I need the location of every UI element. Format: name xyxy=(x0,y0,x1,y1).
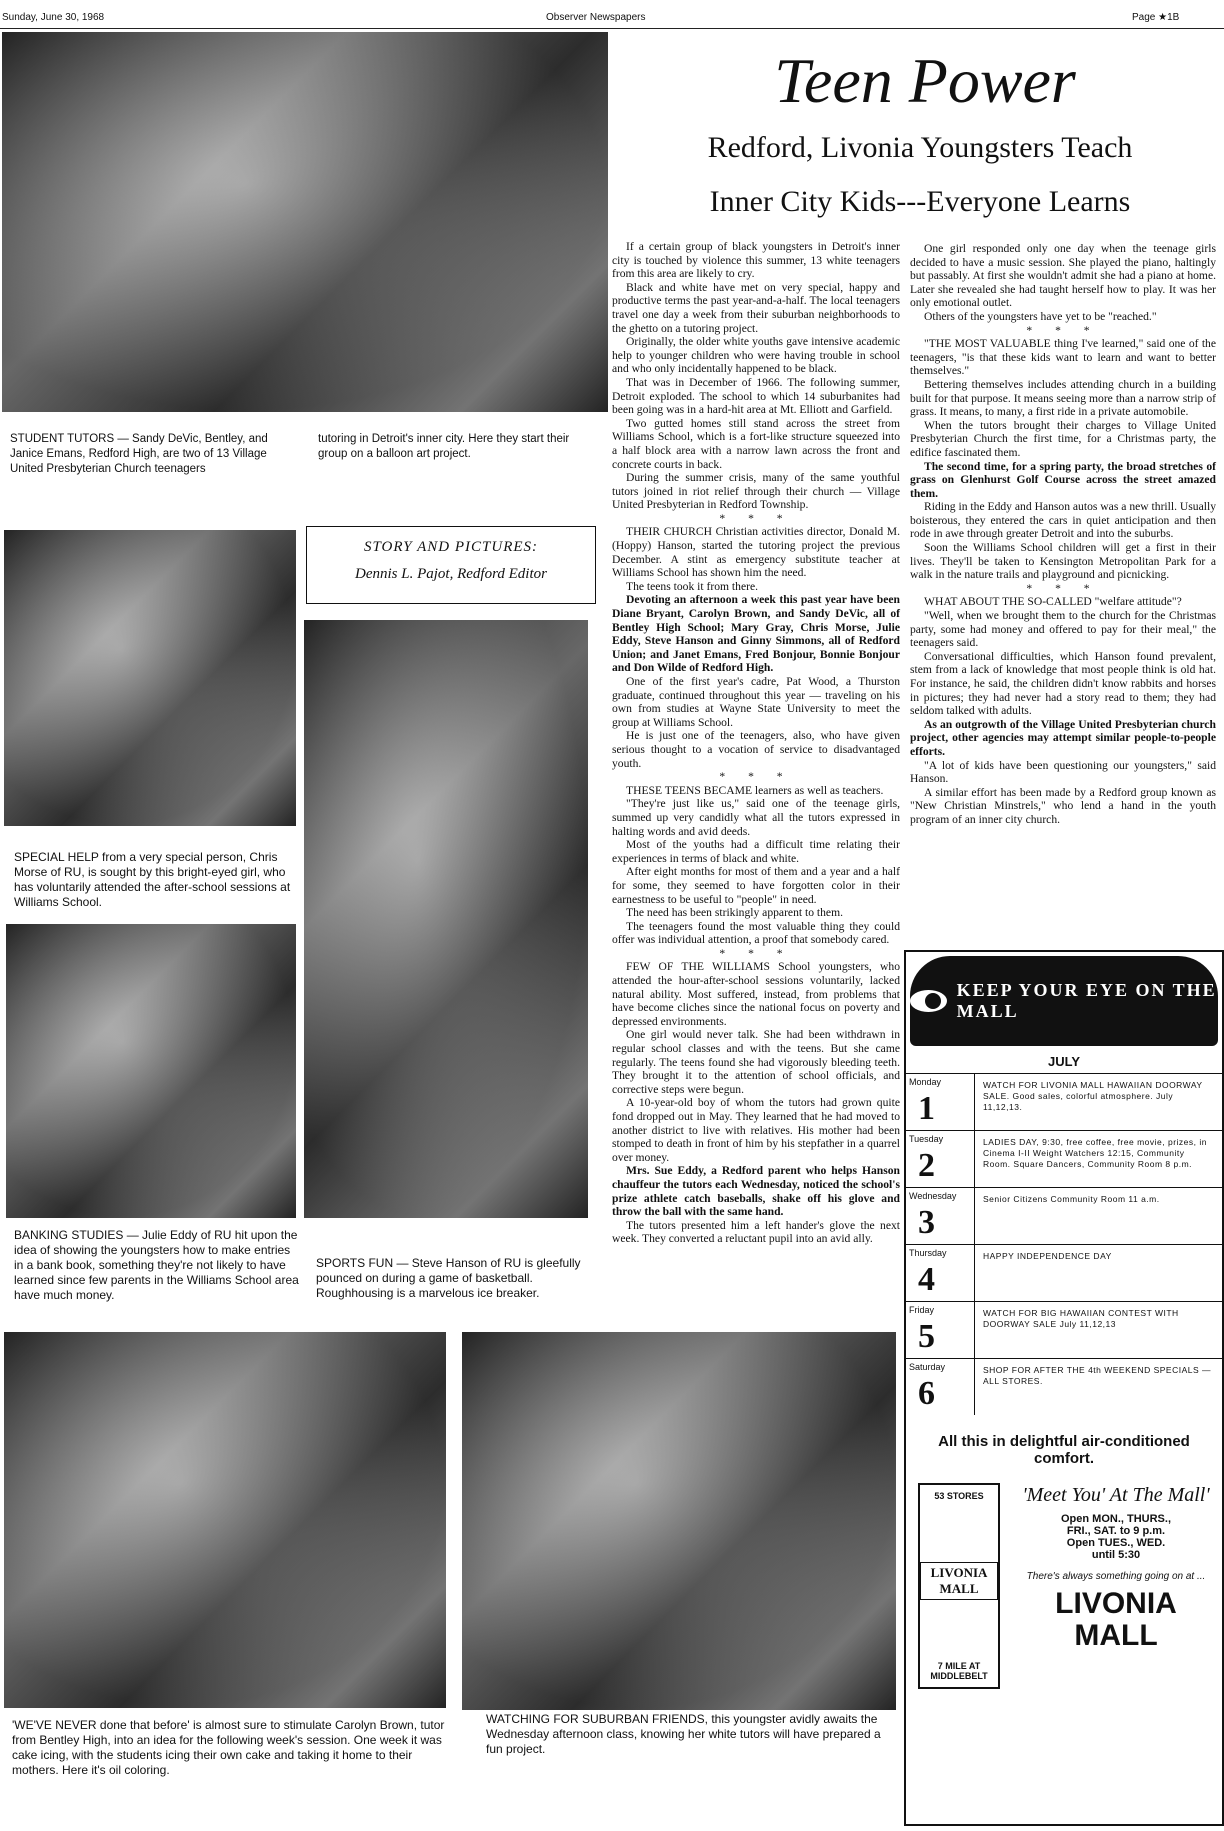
ad-month: JULY xyxy=(1047,1054,1081,1069)
calendar-day-name: Thursday xyxy=(909,1248,947,1258)
story-paragraph: Bettering themselves includes attending church in a building built for that purpose. It means seeing more than a narrow strip of grass. It means, to many, a first ride in a private automobile. xyxy=(910,377,1216,419)
story-paragraph: * * * xyxy=(1026,323,1100,337)
calendar-day-text: HAPPY INDEPENDENCE DAY xyxy=(983,1251,1112,1261)
story-paragraph: During the summer crisis, many of the same youthful tutors joined in riot relief through their church — Village United Presbyterian in Redford Township. xyxy=(612,471,900,512)
photo-banking xyxy=(6,924,296,1218)
credit-byline: Dennis L. Pajot, Redford Editor xyxy=(355,566,547,582)
calendar-day-name: Tuesday xyxy=(909,1134,944,1144)
ad-banner xyxy=(910,956,1218,1046)
livonia-mall-ad xyxy=(904,950,1224,1826)
ad-footer xyxy=(906,1483,1222,1689)
story-paragraph: Soon the Williams School children will get a first in their lives. They'll be taken to Kensington Metropolitan Park for a walk in the nature trails and playground and picnicking. xyxy=(910,541,1216,582)
story-paragraph: One girl responded only one day when the teenage girls decided to have a music session. She played the piano, haltingly but passably. At first she wouldn't admit she had a piano at home. Later she revealed she had taught herself how to play. It was her only emotional outlet. xyxy=(910,242,1216,310)
credit-label: STORY AND PICTURES: xyxy=(363,539,539,555)
ad-hours-1: Open MON., THURS., xyxy=(1061,1513,1171,1525)
story-paragraph: * * * xyxy=(1026,581,1100,595)
story-paragraph: THESE TEENS BECAME learners as well as teachers. xyxy=(626,783,884,797)
story-paragraph: The teens took it from there. xyxy=(626,579,758,593)
folio-date: Sunday, June 30, 1968 xyxy=(2,12,105,23)
calendar-day-name: Wednesday xyxy=(909,1191,957,1201)
caption-banking: BANKING STUDIES — Julie Eddy of RU hit upon the idea of showing the youngsters how to make entries in a bank book, something they're not likely to have learned since few parents in the Williams School area have much money. xyxy=(14,1228,299,1302)
calendar-day-label xyxy=(906,1131,975,1187)
story-paragraph: "THE MOST VALUABLE thing I've learned," said one of the teenagers, "is that these kids want to learn and want to better themselves." xyxy=(910,337,1216,378)
story-paragraph: He is just one of the teenagers, also, who have given serious thought to a vocation of service to disadvantaged youth. xyxy=(612,729,900,770)
story-paragraph: The second time, for a spring party, the broad stretches of grass on Glenhurst Golf Course across the street amazed them. xyxy=(910,459,1216,500)
calendar-day-text: SHOP FOR AFTER THE 4th WEEKEND SPECIALS — ALL STORES. xyxy=(983,1365,1212,1386)
story-paragraph: * * * xyxy=(719,946,793,960)
mall-sign-name: LIVONIA MALL xyxy=(920,1562,998,1600)
folio-rule xyxy=(0,28,1224,29)
story-paragraph: After eight months for most of them and a year and a half for some, they seemed to have forgotten color in their earnestness to be useful to "people" in need. xyxy=(612,865,900,906)
story-paragraph: Originally, the older white youths gave intensive academic help to younger children who were having trouble in school and who only incidentally happened to be black. xyxy=(612,335,900,376)
story-paragraph: A similar effort has been made by a Redford group known as "New Christian Minstrels," who lend a hand in the youth program of an inner city church. xyxy=(910,785,1216,826)
story-paragraph: Mrs. Sue Eddy, a Redford parent who helps Hanson chauffeur the tutors each Wednesday, noticed the school's prize athlete catch baseballs, shake off his glove and throw the ball with the same hand. xyxy=(612,1164,900,1219)
ad-hours-2: FRI., SAT. to 9 p.m. xyxy=(1066,1525,1166,1537)
story-paragraph: "Well, when we brought them to the church for the Christmas party, some had money and offered to pay for their meal," the teenagers said. xyxy=(910,609,1216,650)
calendar-day-text: WATCH FOR LIVONIA MALL HAWAIIAN DOORWAY SALE. Good sales, colorful atmosphere. July 11,12,13. xyxy=(983,1080,1203,1112)
photo-never-done xyxy=(4,1332,446,1708)
story-paragraph: "A lot of kids have been questioning our youngsters," said Hanson. xyxy=(910,758,1216,786)
story-column-1 xyxy=(612,240,900,1246)
story-paragraph: That was in December of 1966. The following summer, Detroit exploded. The school to which 14 suburbanites had been going was in a hard-hit area at Mt. Elliott and Garfield. xyxy=(612,375,900,417)
calendar-day xyxy=(906,1130,1222,1187)
calendar-day-number: 3 xyxy=(918,1204,935,1241)
headline-subtitle-1: Redford, Livonia Youngsters Teach xyxy=(707,131,1133,164)
folio-paper: Observer Newspapers xyxy=(546,12,646,23)
story-paragraph: Black and white have met on very special, happy and productive terms the past year-and-a-half. The local teenagers travel one day a week from their suburban neighborhoods to the ghetto on a tutoring project. xyxy=(612,280,900,335)
story-paragraph: The tutors presented him a left hander's glove the next week. They converted a reluctant pupil into an avid ally. xyxy=(612,1218,900,1246)
calendar-day-label xyxy=(906,1245,975,1301)
calendar-day xyxy=(906,1073,1222,1130)
caption-student-tutors-a: STUDENT TUTORS — Sandy DeVic, Bentley, and Janice Emans, Redford High, are two of 13 Village United Presbyterian Church teenagers xyxy=(10,433,268,475)
story-paragraph: Conversational difficulties, which Hanson found prevalent, stem from a lack of knowledge that most people think is old hat. For instance, he said, the children didn't know rabbits and horses in pictures; they had never had a story read to them; they had seldom talked with adults. xyxy=(910,649,1216,718)
calendar-day-number: 5 xyxy=(918,1318,935,1355)
ad-logo: LIVONIA MALL xyxy=(1055,1587,1177,1652)
calendar-day xyxy=(906,1301,1222,1358)
calendar-day-text: WATCH FOR BIG HAWAIIAN CONTEST WITH DOORWAY SALE July 11,12,13 xyxy=(983,1308,1179,1329)
mall-sign xyxy=(918,1483,1000,1689)
calendar-day-label xyxy=(906,1188,975,1244)
story-paragraph: * * * xyxy=(719,770,793,784)
calendar-day-number: 4 xyxy=(918,1261,935,1298)
caption-sports: SPORTS FUN — Steve Hanson of RU is gleefully pounced on during a game of basketball. Roughhousing is a marvelous ice breaker. xyxy=(316,1256,581,1300)
folio-page: Page ★1B xyxy=(1132,12,1180,23)
story-paragraph: THEIR CHURCH Christian activities director, Donald M. (Hoppy) Hanson, started the tutoring project the previous December. A stint as emergency substitute teacher at Williams School has shown him the need. xyxy=(612,525,900,580)
caption-student-tutors-b: tutoring in Detroit's inner city. Here they start their group on a balloon art project. xyxy=(318,433,570,460)
calendar-day-label xyxy=(906,1302,975,1358)
story-paragraph: The need has been strikingly apparent to them. xyxy=(626,906,843,920)
story-paragraph: When the tutors brought their charges to Village United Presbyterian Church the first time, for a Christmas party, the edifice fascinated them. xyxy=(910,418,1216,459)
mall-sign-location: 7 MILE AT MIDDLEBELT xyxy=(930,1661,988,1681)
story-paragraph: Two gutted homes still stand across the street from Williams School, which is a fort-like structure squeezed into a half block area with a narrow lawn across the front and concrete courts in back. xyxy=(612,416,900,471)
caption-never-done: 'WE'VE NEVER done that before' is almost sure to stimulate Carolyn Brown, tutor from Bentley High, into an idea for the following week's session. One week it was cake icing, with the students icing their own cake and taking it home to their mothers. Here it's oil coloring. xyxy=(12,1718,445,1777)
headline-title: Teen Power xyxy=(774,45,1076,116)
caption-special-help: SPECIAL HELP from a very special person, Chris Morse of RU, is sought by this bright-eyed girl, who has voluntarily attended the after-school sessions at Williams School. xyxy=(14,850,291,909)
calendar-day-label xyxy=(906,1074,975,1130)
photo-sports xyxy=(304,620,588,1218)
ad-hours-3: Open TUES., WED. xyxy=(1066,1537,1166,1549)
ad-hours-4: until 5:30 xyxy=(1091,1549,1141,1561)
ad-tagline: There's always something going on at ... xyxy=(1026,1571,1206,1582)
eye-icon xyxy=(910,990,947,1012)
ad-meet: 'Meet You' At The Mall' xyxy=(1022,1484,1210,1506)
story-paragraph: One of the first year's cadre, Pat Wood, a Thurston graduate, continued throughout this year — traveling on his own from studies at Wayne State University to meet the group at Williams School. xyxy=(612,675,900,729)
ad-hours xyxy=(1000,1483,1222,1689)
calendar-day-label xyxy=(906,1359,975,1415)
story-paragraph: Most of the youths had a difficult time relating their experiences in terms of black and white. xyxy=(612,838,900,865)
story-paragraph: Riding in the Eddy and Hanson autos was a new thrill. Usually boisterous, they entered the cars in quiet anticipation and then rode in awe through greater Detroit and into the suburbs. xyxy=(910,500,1216,541)
credit-box xyxy=(306,526,596,604)
story-paragraph: FEW OF THE WILLIAMS School youngsters, who attended the hour-after-school sessions voluntarily, lacked natural ability. Most suffered, instead, from problems that have become cliches since the national focus on poverty and depressed environments. xyxy=(612,960,900,1028)
story-paragraph: As an outgrowth of the Village United Presbyterian church project, other agencies may attempt similar people-to-people efforts. xyxy=(910,717,1216,758)
story-column-2 xyxy=(910,242,1216,827)
calendar-day-name: Saturday xyxy=(909,1362,946,1372)
calendar-day-text: Senior Citizens Community Room 11 a.m. xyxy=(983,1194,1160,1204)
story-paragraph: A 10-year-old boy of whom the tutors had grown quite fond dropped out in May. They learned that he had moved to another district to live with relatives. His mother had been stomped to death in front of him by his stepfather in a quarrel over money. xyxy=(612,1096,900,1164)
ad-comfort: All this in delightful air-conditioned comfort. xyxy=(938,1433,1190,1467)
photo-student-tutors xyxy=(2,32,608,412)
caption-watching: WATCHING FOR SUBURBAN FRIENDS, this youngster avidly awaits the Wednesday afternoon class, knowing her white tutors will have prepared a fun project. xyxy=(486,1712,881,1756)
mall-sign-stores: 53 STORES xyxy=(934,1491,984,1501)
story-paragraph: Devoting an afternoon a week this past year have been Diane Bryant, Carolyn Brown, and Sandy DeVic, all of Bentley High School; Mary Gray, Chris Morse, Julie Eddy, Steve Hanson and Ginny Simmons, all of Redford Union; and Janet Emans, Fred Bonjour, Bonnie Bonjour and Don Wilde of Redford High. xyxy=(612,593,900,675)
headline-subtitle-2: Inner City Kids---Everyone Learns xyxy=(709,185,1131,218)
calendar-day-name: Friday xyxy=(909,1305,935,1315)
calendar-day xyxy=(906,1358,1222,1415)
calendar-day-number: 1 xyxy=(918,1090,935,1127)
story-paragraph: If a certain group of black youngsters in Detroit's inner city is touched by violence this summer, 13 white teenagers from this area are likely to cry. xyxy=(612,240,900,281)
calendar-day-number: 2 xyxy=(918,1147,935,1184)
story-paragraph: WHAT ABOUT THE SO-CALLED "welfare attitude"? xyxy=(924,595,1182,609)
calendar-day-text: LADIES DAY, 9:30, free coffee, free movie, prizes, in Cinema I-II Weight Watchers 12:15, Community Room. Square Dancers, Community Room 8 p.m. xyxy=(983,1137,1207,1169)
photo-watching xyxy=(462,1332,896,1710)
story-paragraph: * * * xyxy=(719,511,793,525)
ad-banner-text: KEEP YOUR EYE ON THE MALL xyxy=(956,980,1217,1021)
calendar-day-number: 6 xyxy=(918,1375,935,1412)
story-paragraph: One girl would never talk. She had been withdrawn in regular school classes and with the teens. But she came regularly. The teens found she had vigorously bleeding teeth. They brought it to the attention of school officials, and corrective steps were begun. xyxy=(612,1028,900,1096)
ad-calendar xyxy=(906,1073,1222,1415)
calendar-day xyxy=(906,1187,1222,1244)
calendar-day-name: Monday xyxy=(909,1077,942,1087)
calendar-day xyxy=(906,1244,1222,1301)
story-paragraph: "They're just like us," said one of the teenage girls, summed up very candidly what all the tutors expressed in halting words and avid deeds. xyxy=(612,797,900,838)
story-paragraph: Others of the youngsters have yet to be "reached." xyxy=(924,309,1157,323)
photo-special-help xyxy=(4,530,296,826)
story-paragraph: The teenagers found the most valuable thing they could offer was individual attention, a proof that somebody cared. xyxy=(612,919,900,947)
